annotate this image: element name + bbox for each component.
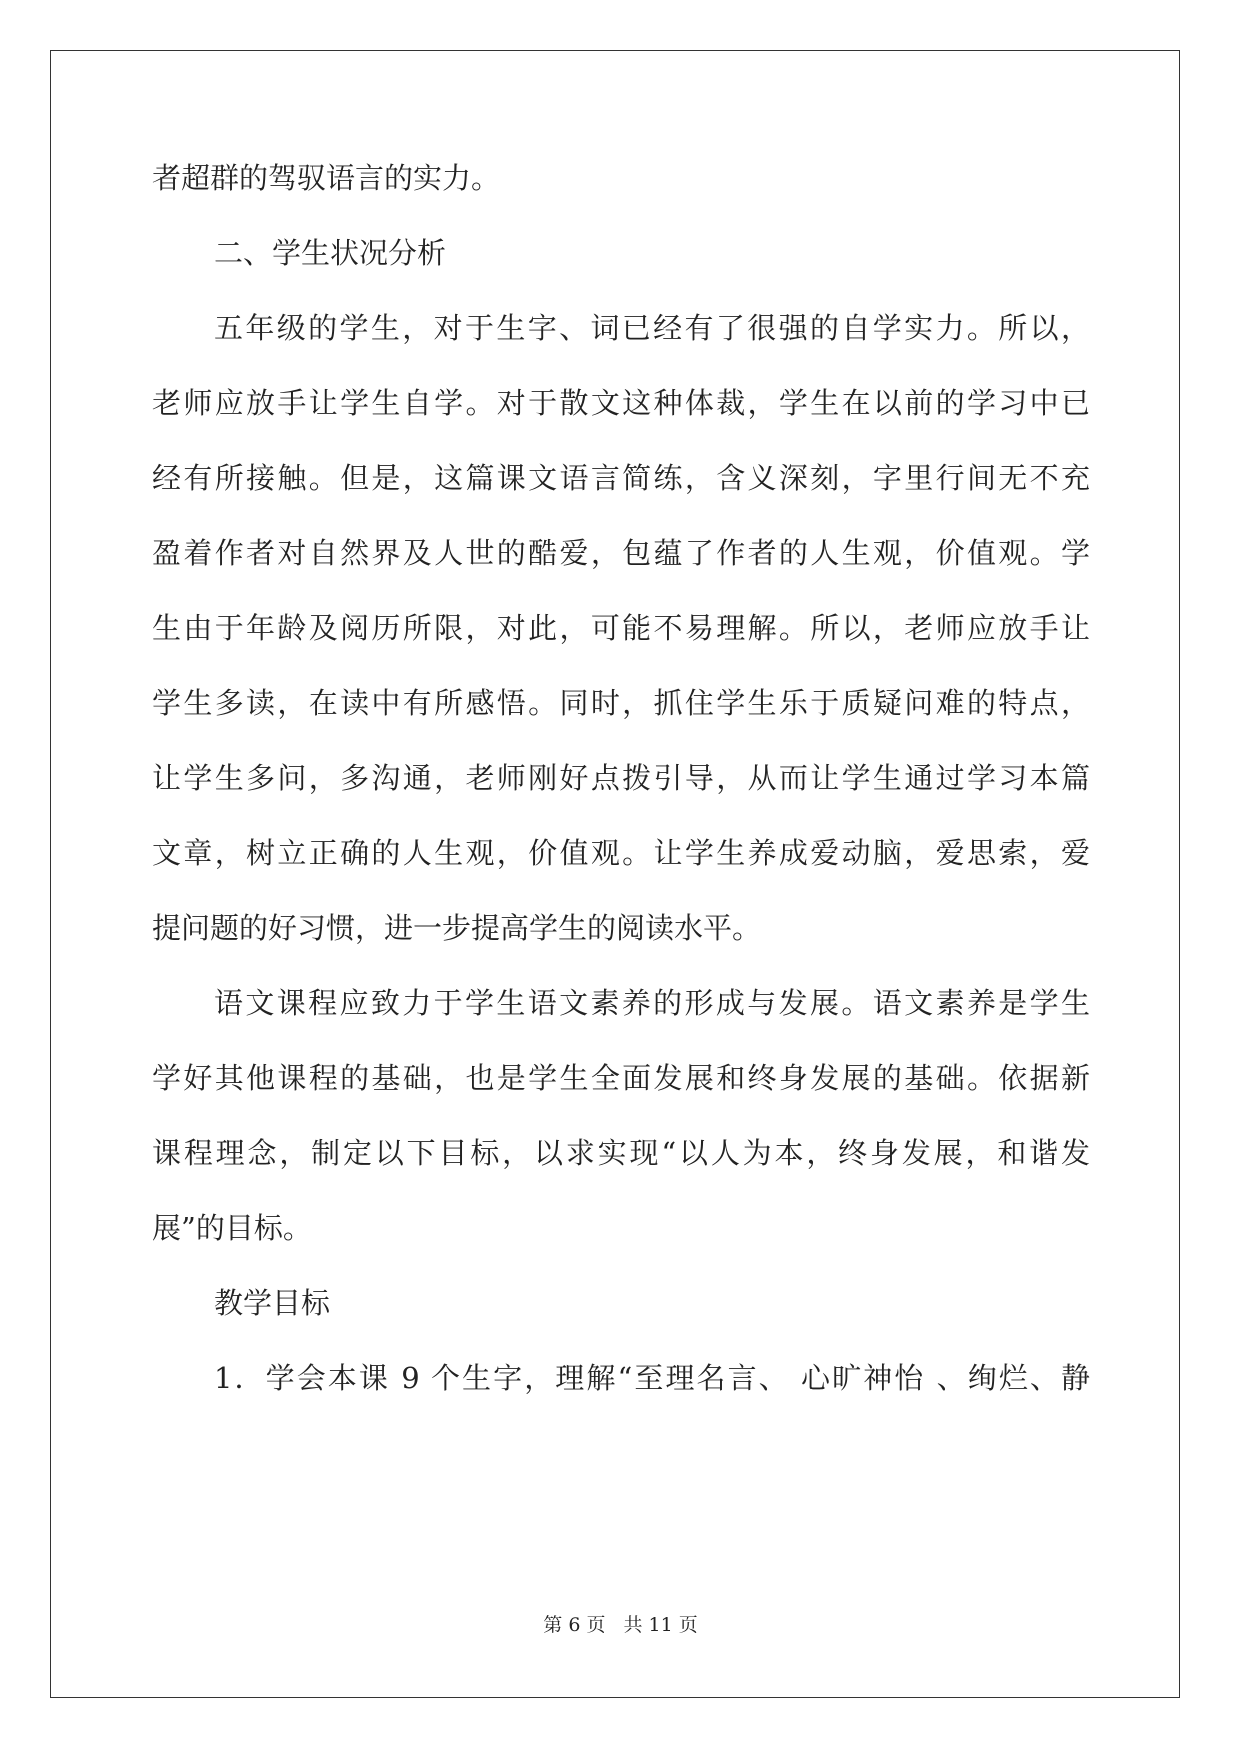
text-line: 者超群的驾驭语言的实力。 [152,161,501,195]
paragraph-line: 五年级的学生，对于生字、词已经有了很强的自学实力。所以， [214,311,1090,345]
paragraph-line: 提问题的好习惯，进一步提高学生的阅读水平。 [152,911,762,945]
section-heading: 二、学生状况分析 [214,236,447,270]
paragraph-line: 经有所接触。但是，这篇课文语言简练，含义深刻，字里行间无不充 [152,461,1090,495]
paragraph-line: 老师应放手让学生自学。对于散文这种体裁，学生在以前的学习中已 [152,386,1090,420]
paragraph-line: 让学生多问，多沟通，老师刚好点拨引导，从而让学生通过学习本篇 [152,761,1090,795]
page-number: 第 6 页 [543,1614,606,1636]
paragraph-line: 学生多读，在读中有所感悟。同时，抓住学生乐于质疑问难的特点， [152,686,1090,720]
total-pages: 共 11 页 [623,1614,698,1636]
paragraph-line: 展”的目标。 [152,1211,312,1245]
section-heading: 教学目标 [214,1286,331,1320]
paragraph-line: 文章，树立正确的人生观，价值观。让学生养成爱动脑，爱思索，爱 [152,836,1090,870]
paragraph-line: 课程理念，制定以下目标，以求实现“以人为本，终身发展，和谐发 [152,1136,1090,1170]
page-footer [0,1612,1241,1638]
page-border [50,50,1180,1698]
paragraph-line: 生由于年龄及阅历所限，对此，可能不易理解。所以，老师应放手让 [152,611,1090,645]
list-item: 1．学会本课 9 个生字，理解“至理名言、 心旷神怡 、绚烂、静 [214,1361,1090,1395]
paragraph-line: 语文课程应致力于学生语文素养的形成与发展。语文素养是学生 [214,986,1090,1020]
paragraph-line: 学好其他课程的基础，也是学生全面发展和终身发展的基础。依据新 [152,1061,1090,1095]
paragraph-line: 盈着作者对自然界及人世的酷爱，包蕴了作者的人生观，价值观。学 [152,536,1090,570]
